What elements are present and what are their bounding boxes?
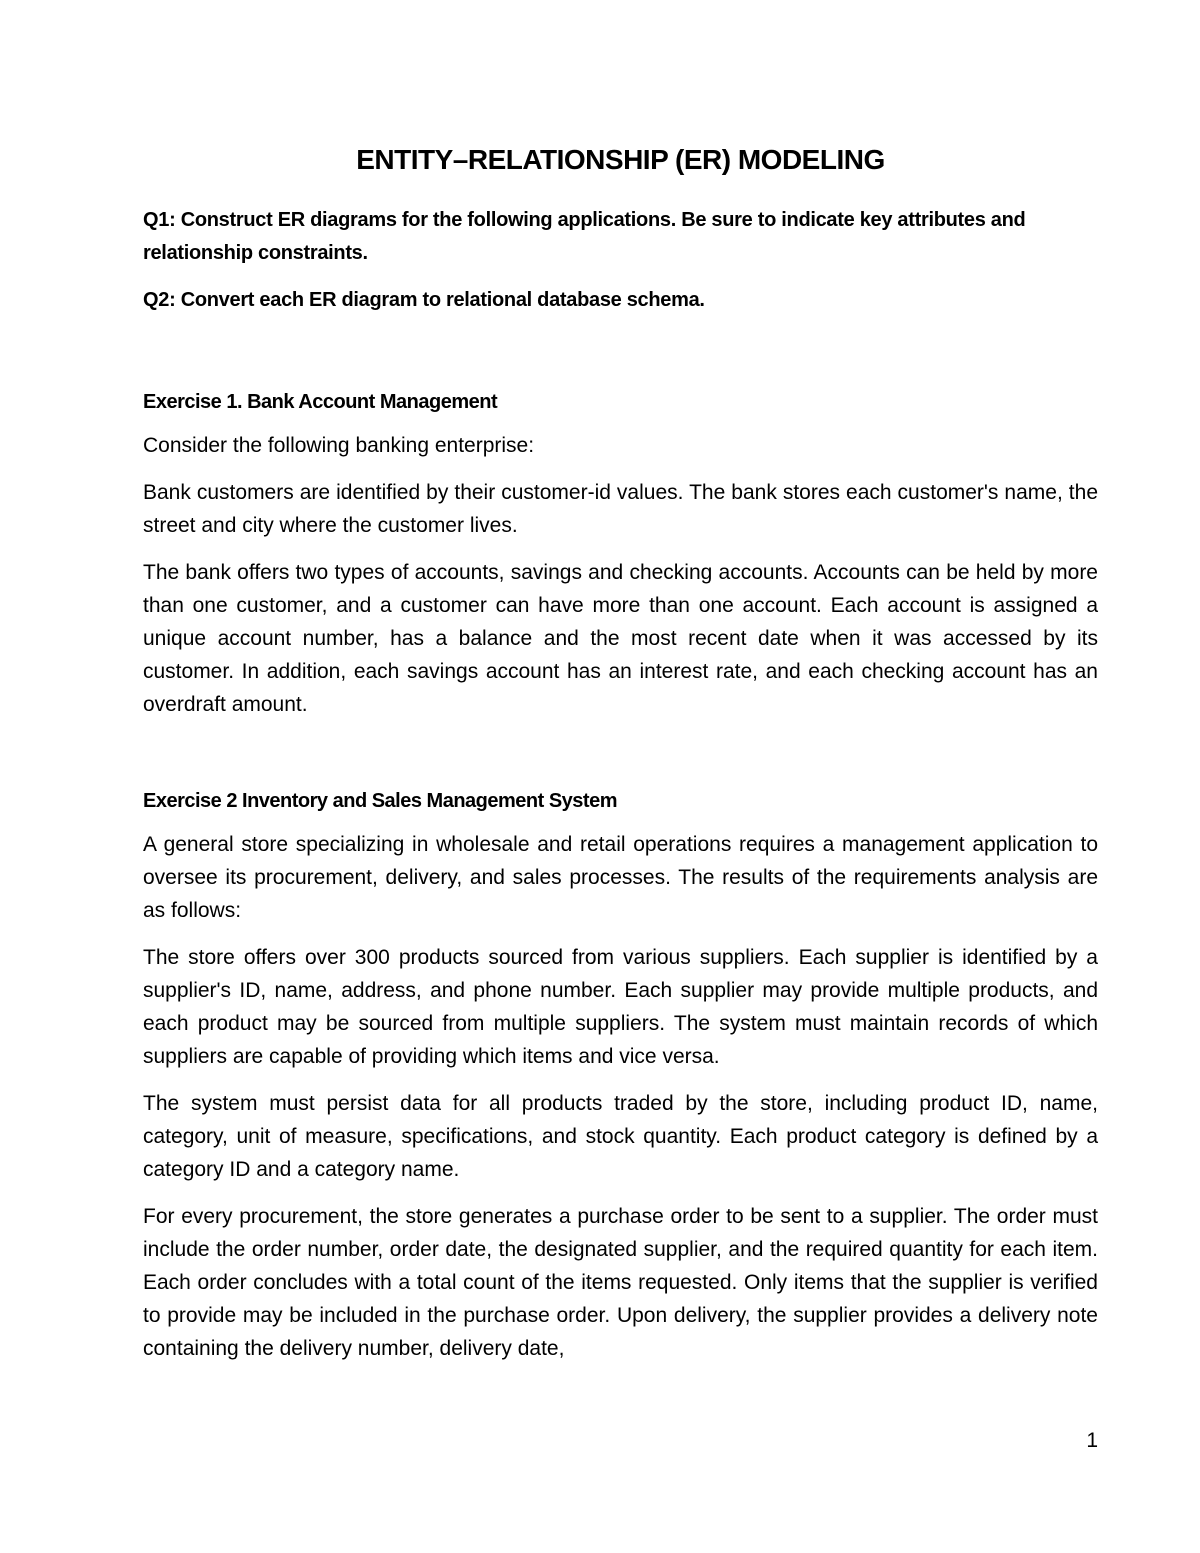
exercise-1-section [143,387,1098,721]
section-spacer [143,331,1098,387]
exercise-1-paragraph-3: The bank offers two types of accounts, savings and checking accounts. Accounts can be held by more than one customer, and a customer can have more than one account. Each account is assigned a unique account number, has a balance and the most recent date when it was accessed by its customer. In addition, each savings account has an interest rate, and each checking account has an overdraft amount. [143,561,1098,716]
exercise-1-heading: Exercise 1. Bank Account Management [143,391,498,413]
exercise-2-section [143,786,1098,1365]
page-number: 1 [1086,1429,1098,1452]
exercise-1-paragraph-1: Consider the following banking enterprise: [143,434,535,457]
exercise-1-paragraph-2: Bank customers are identified by their customer-id values. The bank stores each customer's name, the street and city where the customer lives. [143,481,1098,537]
exercise-2-paragraph-2: The store offers over 300 products sourced from various suppliers. Each supplier is identified by a supplier's ID, name, address, and phone number. Each supplier may provide multiple products, and each product may be sourced from multiple suppliers. The system must maintain records of which suppliers are capable of providing which items and vice versa. [143,946,1098,1068]
exercise-2-paragraph-4: For every procurement, the store generates a purchase order to be sent to a supplier. The order must include the order number, order date, the designated supplier, and the required quantity for each item. Each order concludes with a total count of the items requested. Only items that the supplier is verified to provide may be included in the purchase order. Upon delivery, the supplier provides a delivery note containing the delivery number, delivery date, [143,1205,1098,1360]
document-title: ENTITY–RELATIONSHIP (ER) MODELING [356,144,885,175]
question-2: Q2: Convert each ER diagram to relational database schema. [143,289,705,311]
exercise-2-paragraph-3: The system must persist data for all products traded by the store, including product ID, name, category, unit of measure, specifications, and stock quantity. Each product category is defined by a category ID and a category name. [143,1092,1098,1181]
question-1: Q1: Construct ER diagrams for the following applications. Be sure to indicate key attributes and relationship constraints. [143,209,1026,264]
exercise-2-heading: Exercise 2 Inventory and Sales Management System [143,790,617,812]
exercise-2-paragraph-1: A general store specializing in wholesale and retail operations requires a management application to oversee its procurement, delivery, and sales processes. The results of the requirements analysis are as follows: [143,833,1098,922]
document-body [143,140,1098,1379]
section-spacer [143,735,1098,786]
